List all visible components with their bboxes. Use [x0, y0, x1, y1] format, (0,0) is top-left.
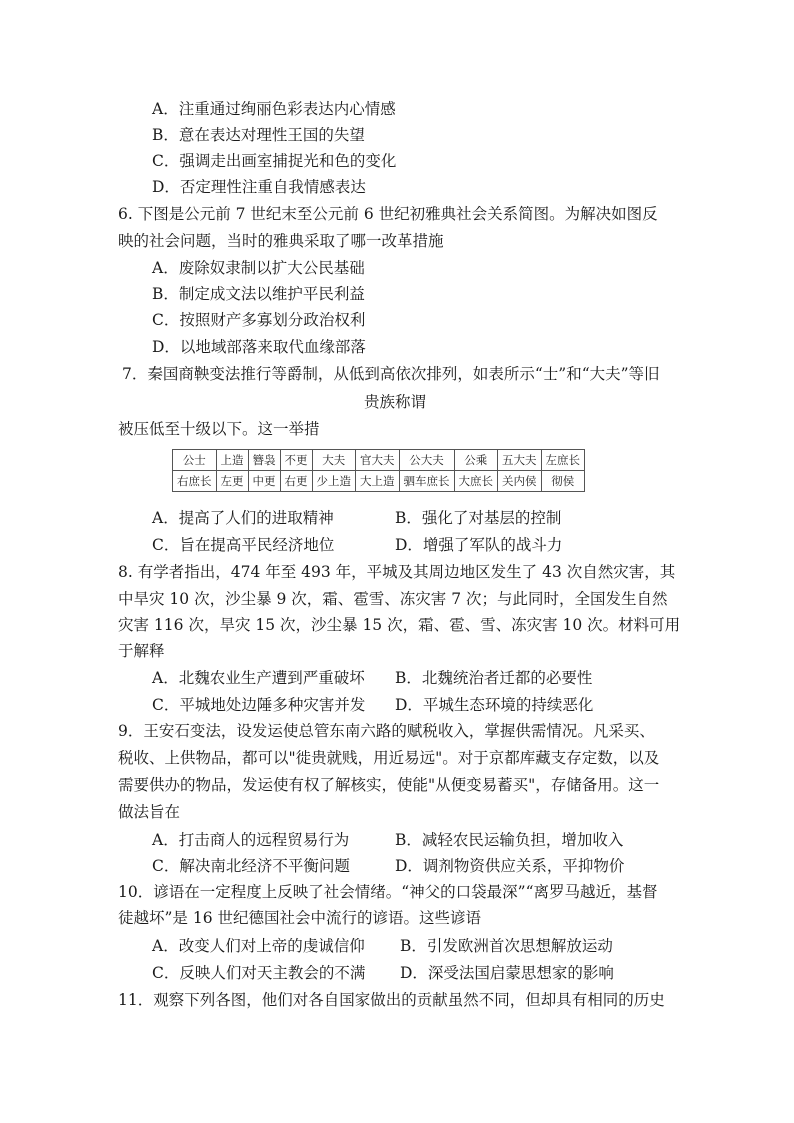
q9-option-a: A．打击商人的远程贸易行为: [152, 831, 350, 849]
table-cell: 右更: [280, 471, 312, 492]
q8-option-d: D．平城生态环境的持续恶化: [395, 696, 594, 714]
q10-option-a: A．改变人们对上帝的虔诚信仰: [152, 937, 365, 955]
q8-stem-line2: 中旱灾 10 次，沙尘暴 9 次，霜、雹雪、冻灾害 7 次；与此同时，全国发生自然: [118, 590, 668, 608]
q9-stem-line1: 9．王安石变法，设发运使总管东南六路的赋税收入，掌握供需情况。凡采买、: [118, 722, 655, 740]
q7-stem-center: 贵族称谓: [364, 393, 427, 411]
table-row: [173, 450, 585, 471]
q6-option-b: B．制定成文法以维护平民利益: [152, 285, 365, 303]
q10-stem-line2: 徒越坏”是 16 世纪德国社会中流行的谚语。这些谚语: [118, 909, 482, 927]
q6-option-a: A．废除奴隶制以扩大公民基础: [152, 259, 365, 277]
table-cell: 簪袅: [248, 450, 280, 471]
q6-option-c: C．按照财产多寡划分政治权利: [152, 311, 366, 329]
rank-table: [172, 449, 585, 492]
table-row: [173, 471, 585, 492]
q9-stem-line4: 做法旨在: [118, 803, 181, 821]
q7-option-a: A．提高了人们的进取精神: [152, 509, 334, 527]
table-cell: 上造: [216, 450, 248, 471]
table-cell: 右庶长: [173, 471, 217, 492]
q6-stem-line2: 映的社会问题，当时的雅典采取了哪一改革措施: [118, 232, 444, 250]
q10-option-c: C．反映人们对天主教会的不满: [152, 964, 366, 982]
q7-stem-line1: 7．秦国商鞅变法推行等爵制，从低到高依次排列，如表所示“士”和“大夫”等旧: [122, 365, 660, 383]
q5-option-c: C．强调走出画室捕捉光和色的变化: [152, 152, 397, 170]
q8-option-b: B．北魏统治者迁都的必要性: [395, 669, 593, 687]
q7-stem-line3: 被压低至十级以下。这一举措: [118, 420, 320, 438]
q6-stem-line1: 6. 下图是公元前 7 世纪末至公元前 6 世纪初雅典社会关系简图。为解决如图反: [118, 205, 658, 223]
q9-stem-line2: 税收、上供物品，都可以"徙贵就贱，用近易远"。对于京都库藏支存定数，以及: [118, 749, 660, 767]
q10-option-d: D．深受法国启蒙思想家的影响: [400, 964, 614, 982]
table-cell: 大夫: [312, 450, 356, 471]
q10-option-b: B．引发欧洲首次思想解放运动: [400, 937, 613, 955]
q8-option-a: A．北魏农业生产遭到严重破坏: [152, 669, 365, 687]
table-cell: 公士: [173, 450, 217, 471]
q7-option-c: C．旨在提高平民经济地位: [152, 536, 335, 554]
q6-option-d: D．以地域部落来取代血缘部落: [152, 338, 366, 356]
q8-stem-line3: 灾害 116 次，旱灾 15 次，沙尘暴 15 次，霜、雹、雪、冻灾害 10 次。材料可用: [118, 616, 681, 634]
table-cell: 驷车庶长: [399, 471, 454, 492]
table-cell: 大上造: [356, 471, 400, 492]
table-cell: 公大夫: [399, 450, 454, 471]
q7-option-b: B．强化了对基层的控制: [395, 509, 562, 527]
q9-option-d: D．调剂物资供应关系，平抑物价: [395, 857, 625, 875]
q11-stem-line1: 11．观察下列各图，他们对各自国家做出的贡献虽然不同，但却具有相同的历史: [118, 991, 665, 1009]
q9-stem-line3: 需要供办的物品，发运使有权了解核实，使能"从便变易蓄买"，存储备用。这一: [118, 776, 660, 794]
table-cell: 彻侯: [541, 471, 585, 492]
table-cell: 中更: [248, 471, 280, 492]
table-cell: 关内侯: [498, 471, 542, 492]
q5-option-d: D．否定理性注重自我情感表达: [152, 178, 366, 196]
table-cell: 公乘: [454, 450, 498, 471]
table-cell: 左庶长: [541, 450, 585, 471]
q8-option-c: C．平城地处边陲多种灾害并发: [152, 696, 366, 714]
table-cell: 不更: [280, 450, 312, 471]
q9-option-c: C．解决南北经济不平衡问题: [152, 857, 350, 875]
q5-option-b: B．意在表达对理性王国的失望: [152, 126, 365, 144]
table-cell: 五大夫: [498, 450, 542, 471]
table-cell: 少上造: [312, 471, 356, 492]
table-cell: 左更: [216, 471, 248, 492]
table-cell: 官大夫: [356, 450, 400, 471]
q8-stem-line4: 于解释: [118, 642, 165, 660]
q5-option-a: A．注重通过绚丽色彩表达内心情感: [152, 100, 396, 118]
q9-option-b: B．减轻农民运输负担，增加收入: [395, 831, 624, 849]
q8-stem-line1: 8. 有学者指出，474 年至 493 年，平城及其周边地区发生了 43 次自然灾害，其: [118, 563, 676, 581]
table-cell: 大庶长: [454, 471, 498, 492]
q7-option-d: D．增强了军队的战斗力: [395, 536, 563, 554]
q10-stem-line1: 10．谚语在一定程度上反映了社会情绪。“神父的口袋最深”“离罗马越近，基督: [118, 883, 658, 901]
